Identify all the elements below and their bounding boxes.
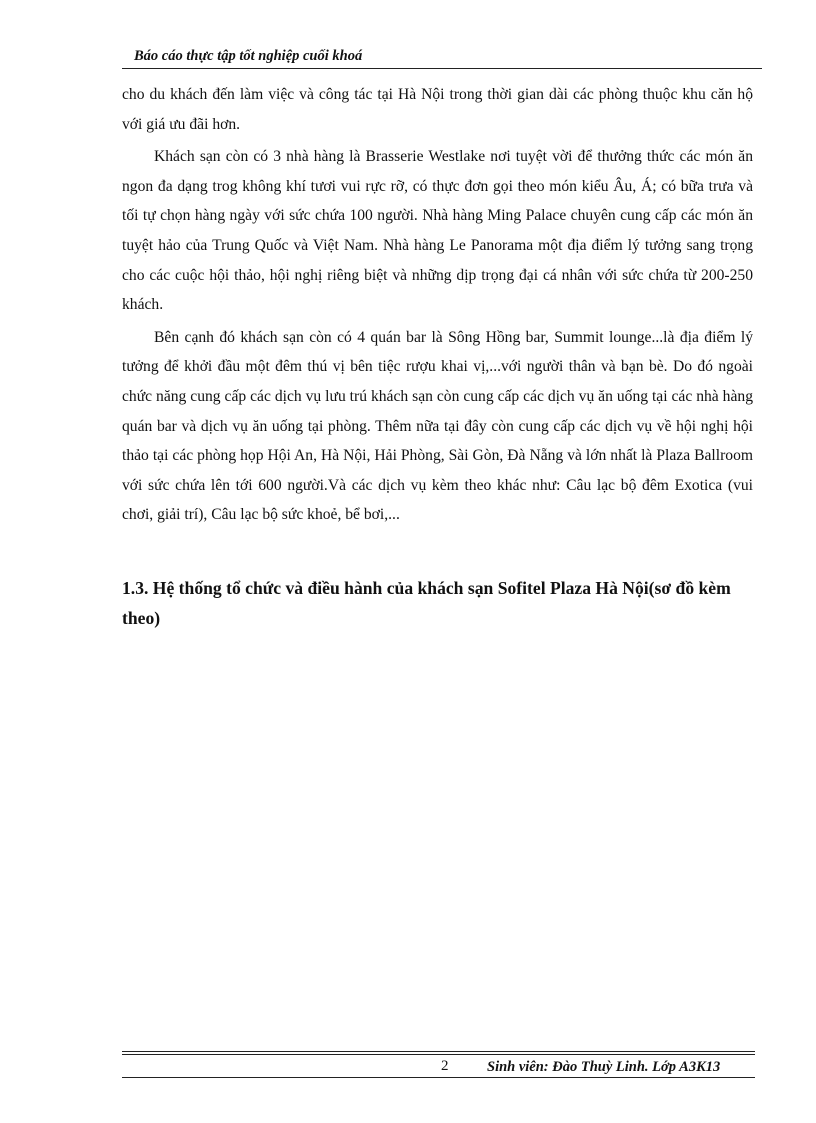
body-text (122, 80, 753, 533)
page-number: 2 (441, 1058, 449, 1074)
section-heading: 1.3. Hệ thống tổ chức và điều hành của khách sạn Sofitel Plaza Hà Nội(sơ đồ kèm theo) (122, 578, 731, 628)
header-title: Báo cáo thực tập tốt nghiệp cuối khoá (134, 48, 363, 64)
paragraph-restaurants: Khách sạn còn có 3 nhà hàng là Brasserie Westlake nơi tuyệt vời để thưởng thức các món ăn ngon đa dạng trog không khí tươi vui rực rỡ, có thực đơn gọi theo món kiểu Âu, Á; có bữa trưa và tối tự chọn hàng ngày với sức chứa 100 người. Nhà hàng Ming Palace chuyên cung cấp các món ăn tuyệt hảo của Trung Quốc và Việt Nam. Nhà hàng Le Panorama một địa điểm lý tưởng sang trọng cho các cuộc hội thảo, hội nghị riêng biệt và những dịp trọng đại cá nhân với sức chứa từ 200-250 khách. (122, 148, 753, 314)
footer-bottom-divider (122, 1077, 755, 1078)
paragraph-bars-services: Bên cạnh đó khách sạn còn có 4 quán bar là Sông Hồng bar, Summit lounge...là địa điểm lý tưởng để khởi đầu một đêm thú vị bên tiệc rượu khai vị,...với người thân và bạn bè. Do đó ngoài chức năng cung cấp các dịch vụ lưu trú khách sạn còn cung cấp các dịch vụ ăn uống tại các nhà hàng quán bar và dịch vụ ăn uống tại phòng. Thêm nữa tại đây còn cung cấp các dịch vụ về hội nghị hội thảo tại các phòng họp Hội An, Hà Nội, Hải Phòng, Sài Gòn, Đà Nẵng và lớn nhất là Plaza Ballroom với sức chứa lên tới 600 người.Và các dịch vụ kèm theo khác như: Câu lạc bộ đêm Exotica (vui chơi, giải trí), Câu lạc bộ sức khoẻ, bể bơi,... (122, 328, 753, 524)
footer-student-info: Sinh viên: Đào Thuỳ Linh. Lớp A3K13 (487, 1059, 721, 1075)
footer-divider (122, 1051, 755, 1055)
page-header (122, 48, 762, 69)
paragraph-continuation: cho du khách đến làm việc và công tác tại Hà Nội trong thời gian dài các phòng thuộc khu căn hộ với giá ưu đãi hơn. (122, 86, 753, 133)
